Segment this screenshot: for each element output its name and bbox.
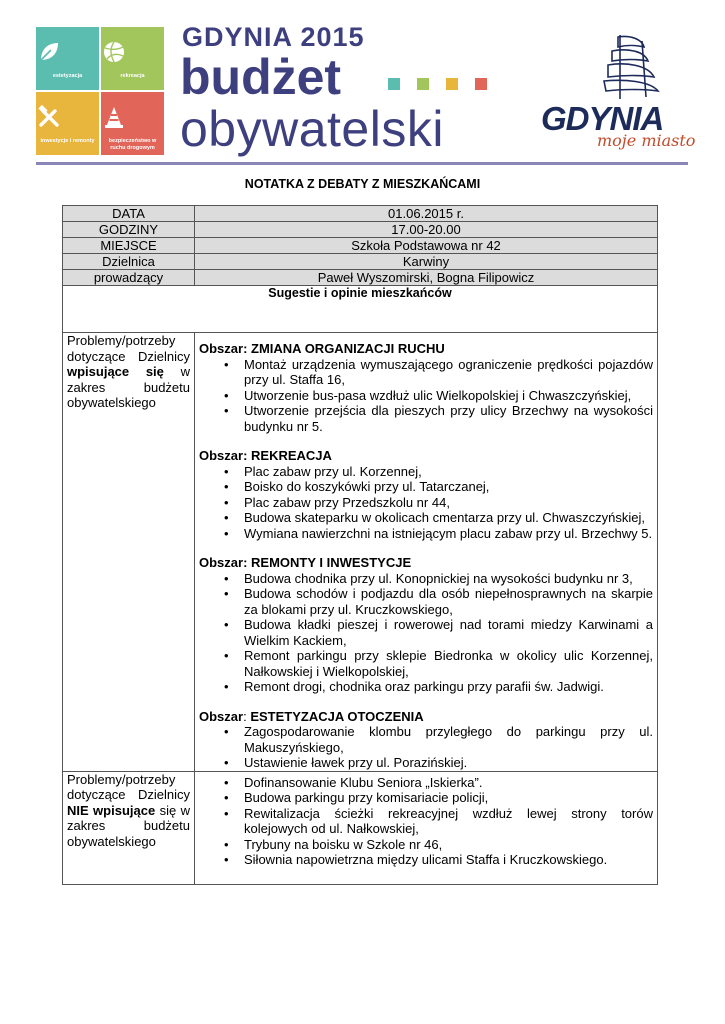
header-title-obywatelski: obywatelski bbox=[180, 101, 444, 157]
leaf-icon bbox=[36, 39, 62, 65]
accent-square bbox=[475, 78, 487, 90]
area-heading-name: ESTETYZACJA OTOCZENIA bbox=[250, 708, 424, 724]
list-item: • Ustawienie ławek przy ul. Porazińskiej. bbox=[244, 755, 653, 771]
list-item: • Wymiana nawierzchni na istniejącym placu zabaw przy ul. Brzechwy 5. bbox=[244, 526, 653, 542]
info-key: GODZINY bbox=[63, 222, 195, 238]
volleyball-icon bbox=[101, 39, 127, 65]
list-item: • Plac zabaw przy Przedszkolu nr 44, bbox=[244, 495, 653, 511]
tile-label: estetyzacja bbox=[52, 73, 83, 79]
info-value: Paweł Wyszomirski, Bogna Filipowicz bbox=[195, 270, 658, 286]
label-emphasis: NIE wpisujące bbox=[67, 802, 156, 818]
list-item: • Zagospodarowanie klombu przyległego do parkingu przy ul. Makuszyńskiego, bbox=[244, 724, 653, 755]
area-heading-colon: : bbox=[243, 708, 251, 724]
budget-logo-tiles bbox=[36, 27, 164, 155]
header-divider bbox=[36, 162, 688, 165]
tile-bezpieczenstwo bbox=[101, 92, 164, 155]
list-item: • Plac zabaw przy ul. Korzennej, bbox=[244, 464, 653, 480]
out-of-scope-content bbox=[195, 771, 658, 884]
label-emphasis: wpisujące się bbox=[67, 364, 164, 379]
suggestions-header-row bbox=[63, 286, 658, 333]
in-scope-content bbox=[195, 333, 658, 772]
out-of-scope-label bbox=[63, 771, 195, 884]
list-item: • Remont parkingu przy sklepie Biedronka w okolicy ulic Korzennej, Nałkowskiej i Wielkopolskiej, bbox=[244, 648, 653, 679]
tools-icon bbox=[36, 104, 62, 130]
accent-square bbox=[446, 78, 458, 90]
tile-label: bezpieczeństwo w ruchu drogowym bbox=[108, 138, 157, 151]
list-item: • Remont drogi, chodnika oraz parkingu przy parafii św. Jadwigi. bbox=[244, 679, 653, 695]
label-text: Problemy/potrzeby dotyczące Dzielnicy bbox=[67, 333, 190, 364]
list-item: • Budowa kładki pieszej i rowerowej nad torami miedzy Karwinami a Wielkim Kackiem, bbox=[244, 617, 653, 648]
info-row-district bbox=[63, 254, 658, 270]
list-item: • Siłownia napowietrzna między ulicami Staffa i Kruczkowskiego. bbox=[244, 852, 653, 868]
accent-square bbox=[417, 78, 429, 90]
in-scope-label bbox=[63, 333, 195, 772]
area-heading: Obszar: ZMIANA ORGANIZACJI RUCHU bbox=[199, 341, 445, 356]
list-item: • Trybuny na boisku w Szkole nr 46, bbox=[244, 837, 653, 853]
in-scope-row bbox=[63, 333, 658, 772]
document-title: NOTATKA Z DEBATY Z MIESZKAŃCAMI bbox=[244, 177, 481, 191]
header-year: GDYNIA 2015 bbox=[182, 22, 365, 52]
area-heading: Obszar: REMONTY I INWESTYCJE bbox=[199, 555, 412, 570]
tile-label: rekreacja bbox=[120, 73, 145, 79]
tile-inwestycje bbox=[36, 92, 99, 155]
label-text: Problemy/potrzeby dotyczące Dzielnicy bbox=[67, 771, 190, 802]
list-item: • Rewitalizacja ścieżki rekreacyjnej wzdłuż lewej strony torów kolejowych od ul. Nałkowskiej, bbox=[244, 806, 653, 837]
traffic-cone-icon bbox=[101, 104, 127, 130]
area-section bbox=[199, 709, 653, 771]
area-section bbox=[199, 555, 653, 695]
accent-square bbox=[388, 78, 400, 90]
tile-label: inwestycje i remonty bbox=[40, 138, 95, 144]
area-heading: Obszar: REKREACJA bbox=[199, 448, 332, 463]
city-logo-tagline: moje miasto bbox=[597, 131, 696, 150]
info-row-hosts bbox=[63, 270, 658, 286]
list-item: • Utworzenie przejścia dla pieszych przy ulicy Brzechwy na wysokości budynku nr 5. bbox=[244, 403, 653, 434]
label-text: się w zakres budżetu obywatelskiego bbox=[67, 802, 190, 849]
info-key: prowadzący bbox=[63, 270, 195, 286]
info-row-place bbox=[63, 238, 658, 254]
info-row-date bbox=[63, 206, 658, 222]
area-section bbox=[199, 341, 653, 434]
header-title-budzet: budżet bbox=[180, 49, 342, 105]
out-of-scope-row bbox=[63, 771, 658, 884]
list-item: • Budowa skateparku w okolicach cmentarza przy ul. Chwaszczyńskiej, bbox=[244, 510, 653, 526]
area-section bbox=[199, 448, 653, 541]
list-item: • Montaż urządzenia wymuszającego ograniczenie prędkości pojazdów przy ul. Staffa 16, bbox=[244, 357, 653, 388]
city-logo-gdynia: GDYNIA bbox=[541, 100, 664, 137]
suggestions-header: Sugestie i opinie mieszkańców bbox=[63, 286, 658, 333]
list-item: • Utworzenie bus-pasa wzdłuż ulic Wielkopolskiej i Chwaszczyńskiej, bbox=[244, 388, 653, 404]
info-value: Karwiny bbox=[195, 254, 658, 270]
info-key: Dzielnica bbox=[63, 254, 195, 270]
info-key: MIEJSCE bbox=[63, 238, 195, 254]
ship-icon bbox=[598, 33, 668, 105]
info-value: 01.06.2015 r. bbox=[195, 206, 658, 222]
debate-notes-table bbox=[62, 205, 658, 885]
tile-rekreacja bbox=[101, 27, 164, 90]
area-heading bbox=[199, 709, 653, 725]
info-value: Szkoła Podstawowa nr 42 bbox=[195, 238, 658, 254]
info-value: 17.00-20.00 bbox=[195, 222, 658, 238]
list-item: • Budowa parkingu przy komisariacie policji, bbox=[244, 790, 653, 806]
list-item: • Boisko do koszykówki przy ul. Tatarczanej, bbox=[244, 479, 653, 495]
area-heading-prefix: Obszar bbox=[199, 708, 244, 724]
tile-estetyzacja bbox=[36, 27, 99, 90]
list-item: • Dofinansowanie Klubu Seniora „Iskierka”. bbox=[244, 775, 653, 791]
label-text: w zakres budżetu obywatelskiego bbox=[67, 364, 190, 410]
list-item: • Budowa chodnika przy ul. Konopnickiej na wysokości budynku nr 3, bbox=[244, 571, 653, 587]
list-item: • Budowa schodów i podjazdu dla osób niepełnosprawnych na skarpie za blokami przy ul. Kruczkowskiego, bbox=[244, 586, 653, 617]
info-row-hours bbox=[63, 222, 658, 238]
info-key: DATA bbox=[63, 206, 195, 222]
